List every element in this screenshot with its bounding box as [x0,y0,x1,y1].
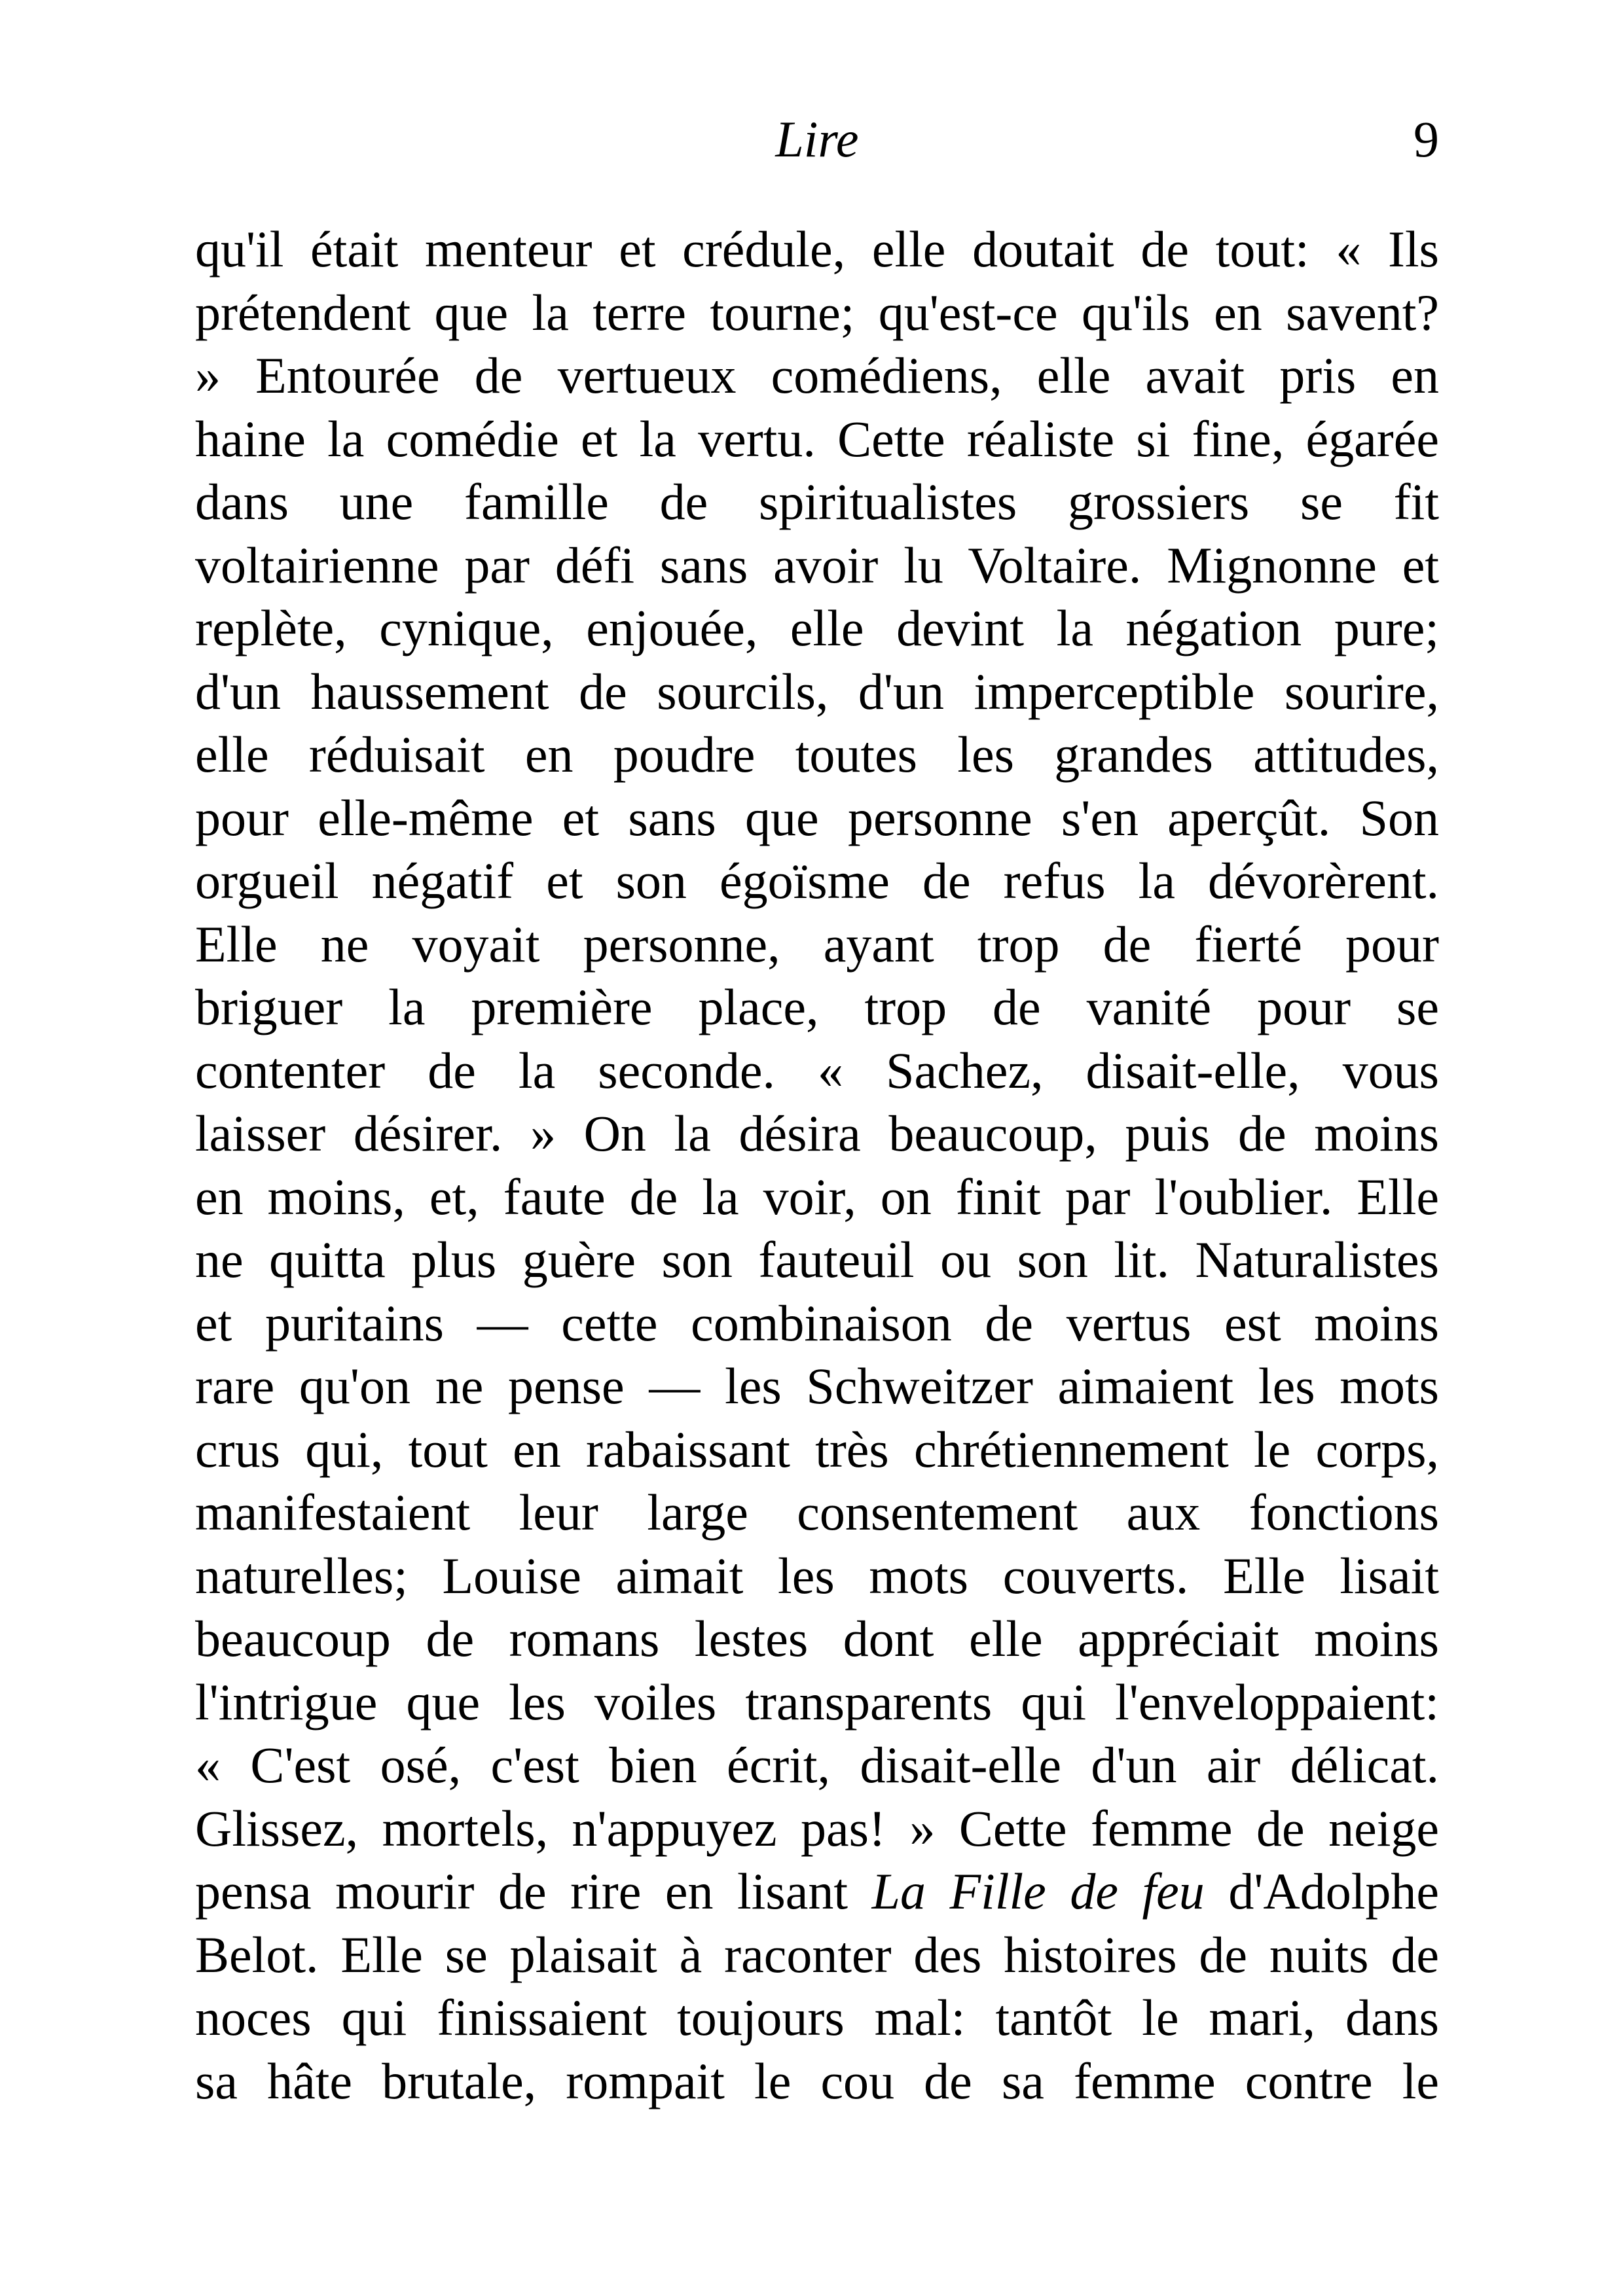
text-line: crus qui, tout en rabaissant très chrétiennement le corps, [195,1420,1439,1478]
text-line: dans une famille de spiritualistes grossiers se fit [195,473,1439,530]
text-line: contenter de la seconde. « Sachez, disait-elle, vous [195,1041,1439,1099]
text-line: l'intrigue que les voiles transparents qui l'enveloppaient: [195,1673,1439,1731]
text-line: manifestaient leur large consentement aux fonctions [195,1484,1439,1541]
text-line-with-title [195,1860,1439,1924]
text-line: Elle ne voyait personne, ayant trop de fierté pour [195,915,1439,973]
text-line: naturelles; Louise aimait les mots couverts. Elle lisait [195,1547,1439,1604]
text-line: qu'il était menteur et crédule, elle doutait de tout: « Ils [195,221,1439,278]
text-line: rare qu'on ne pense — les Schweitzer aimaient les mots [195,1357,1439,1414]
running-head [195,103,1439,175]
text-line: orgueil négatif et son égoïsme de refus la dévorèrent. [195,852,1439,909]
page-number: 9 [1413,111,1439,168]
body-text [195,218,1439,2113]
text-line: laisser désirer. » On la désira beaucoup, puis de moins [195,1105,1439,1162]
text-line: en moins, et, faute de la voir, on finit par l'oublier. Elle [195,1168,1439,1225]
text-line: voltairienne par défi sans avoir lu Voltaire. Mignonne et [195,536,1439,594]
book-title: La Fille de feu [871,1863,1205,1920]
text-line: haine la comédie et la vertu. Cette réaliste si fine, égarée [195,410,1439,467]
text-line: Glissez, mortels, n'appuyez pas! » Cette femme de neige [195,1799,1439,1857]
text-line: » Entourée de vertueux comédiens, elle avait pris en [195,347,1439,404]
text-line: beaucoup de romans lestes dont elle appréciait moins [195,1610,1439,1667]
text-line: sa hâte brutale, rompait le cou de sa femme contre le [195,2052,1439,2109]
text-line: ne quitta plus guère son fauteuil ou son lit. Naturalistes [195,1231,1439,1288]
text-line: replète, cynique, enjouée, elle devint la négation pure; [195,600,1439,656]
text-line: Belot. Elle se plaisait à raconter des histoires de nuits de [195,1926,1439,1983]
text-line: d'un haussement de sourcils, d'un imperceptible sourire, [195,662,1439,720]
text-fragment: d'Adolphe [1204,1863,1439,1920]
text-line: prétendent que la terre tourne; qu'est-ce qu'ils en savent? [195,283,1439,341]
text-line: noces qui finissaient toujours mal: tantôt le mari, dans [195,1989,1439,2046]
text-line: briguer la première place, trop de vanité pour se [195,978,1439,1035]
text-fragment: pensa mourir de rire en lisant [195,1863,872,1920]
text-line: elle réduisait en poudre toutes les grandes attitudes, [195,726,1439,783]
text-line: « C'est osé, c'est bien écrit, disait-elle d'un air délicat. [195,1736,1439,1793]
text-line: et puritains — cette combinaison de vertus est moins [195,1294,1439,1352]
text-line: pour elle-même et sans que personne s'en aperçût. Son [195,789,1439,846]
chapter-title: Lire [775,111,859,168]
